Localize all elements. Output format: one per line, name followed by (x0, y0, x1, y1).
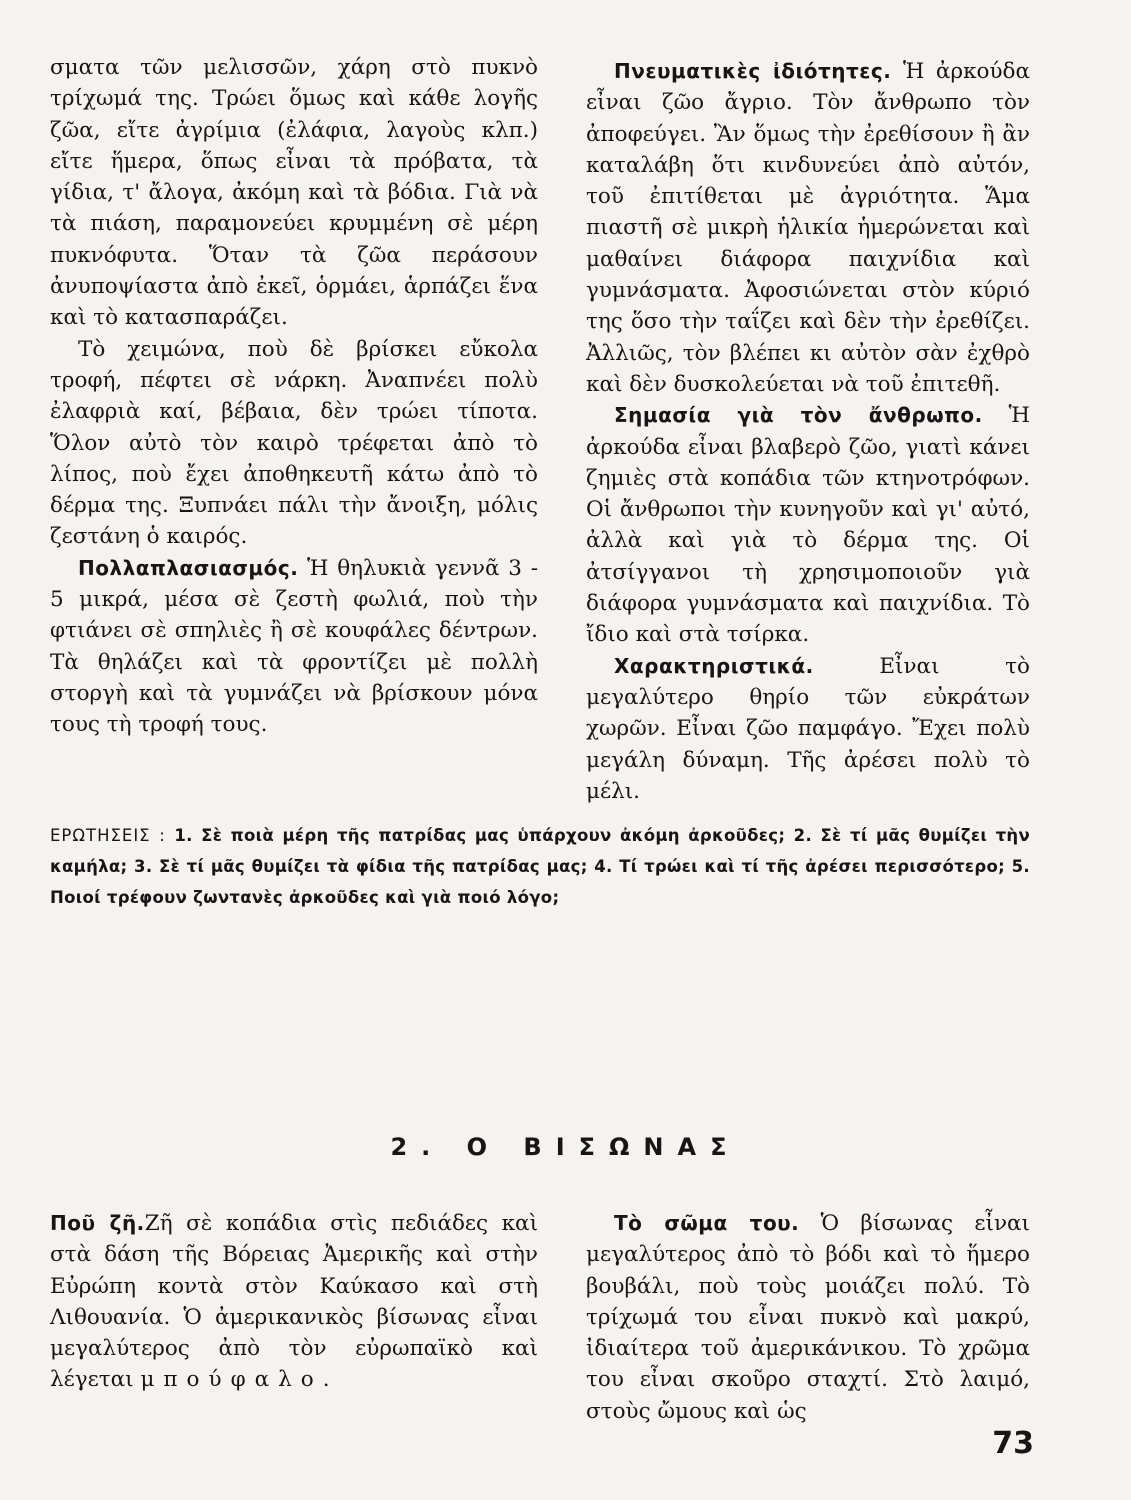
paragraph-habitat (50, 1208, 538, 1396)
section-title: 2. Ο ΒΙΣΩΝΑΣ (390, 1133, 741, 1161)
text-habitat: Ζῆ σὲ κοπάδια στὶς πεδιάδες καὶ στὰ δάση τῆς Βόρειας Ἀμερικῆς καὶ στὴν Εὐρώπη κοντὰ στὸν Καύκασο καὶ στὴ Λιθουανία. Ὁ ἀμερικανικὸς βίσωνας εἶναι μεγαλύτερος ἀπὸ τὸν εὐρωπαϊκὸ καὶ λέγεται (50, 1211, 538, 1393)
paragraph-hibernation: Τὸ χειμώνα, ποὺ δὲ βρίσκει εὔκολα τροφή, πέφτει σὲ νάρκη. Ἀναπνέει πολὺ ἐλαφριὰ καί, βέβαια, δὲν τρώει τίποτα. Ὅλον αὐτὸ τὸν καιρὸ τρέφεται ἀπὸ τὸ λίπος, ποὺ ἔχει ἀποθηκευτῆ κάτω ἀπὸ τὸ δέρμα της. Ξυπνάει πάλι τὴν ἄνοιξη, μόλις ζεστάνη ὁ καιρός. (50, 336, 538, 550)
left-column-top (50, 52, 538, 741)
right-column-bottom (586, 1208, 1030, 1427)
left-column-bottom (50, 1208, 538, 1396)
paragraph-importance (586, 400, 1030, 650)
text-mental-traits: Ἡ ἀρκούδα εἶναι ζῶο ἄγριο. Τὸν ἄνθρωπο τὸν ἀποφεύγει. Ἂν ὅμως τὴν ἐρεθίσουν ἢ ἂν καταλάβη ὅτι κινδυνεύει ἀπὸ αὐτόν, τοῦ ἐπιτίθεται μὲ ἀγριότητα. Ἅμα πιαστῆ σὲ μικρὴ ἡλικία ἡμερώνεται καὶ μαθαίνει διάφορα παιχνίδια καὶ γυμνάσματα. Ἀφοσιώνεται στὸν κύριό της ὅσο τὴν ταΐζει καὶ δὲν τὴν ἐρεθίζει. Ἀλλιῶς, τὸν βλέπει κι αὐτὸν σὰν ἐχθρὸ καὶ δὲν δυσκολεύεται νὰ τοῦ ἐπιτεθῆ. (586, 59, 1030, 397)
heading-reproduction: Πολλαπλασιασμός. (78, 555, 299, 580)
text-importance: Ἡ ἀρκούδα εἶναι βλαβερὸ ζῶο, γιατὶ κάνει ζημιὲς στὰ κοπάδια τῶν κτηνοτρόφων. Οἱ ἄνθρωποι τὴν κυνηγοῦν καὶ γι' αὐτό, ἀλλὰ καὶ γιὰ τὸ δέρμα της. Οἱ ἀτσίγγανοι τὴ χρησιμοποιοῦν γιὰ διάφορα γυμνάσματα καὶ παιχνίδια. Τὸ ἴδιο καὶ στὰ τσίρκα. (586, 403, 1030, 648)
text-reproduction: Ἡ θηλυκιὰ γεννᾶ 3 - 5 μικρά, μέσα σὲ ζεστὴ φωλιά, ποὺ τὴν φτιάνει σὲ σπηλιὲς ἢ σὲ κουφάλες δέντρων. Τὰ θηλάζει καὶ τὰ φροντίζει μὲ πολλὴ στοργὴ καὶ τὰ γυμνάζει νὰ βρίσκουν μόνα τους τὴ τροφή τους. (50, 555, 538, 738)
paragraph-characteristics (586, 651, 1030, 807)
questions-text: 1. Σὲ ποιὰ μέρη τῆς πατρίδας μας ὑπάρχουν ἀκόμη ἀρκοῦδες; 2. Σὲ τί μᾶς θυμίζει τὴν καμήλα; 3. Σὲ τί μᾶς θυμίζει τὰ φίδια τῆς πατρίδας μας; 4. Τί τρώει καὶ τί τῆς ἀρέσει περισσότερο; 5. Ποιοί τρέφουν ζωντανὲς ἀρκοῦδες καὶ γιὰ ποιό λόγο; (50, 826, 1031, 907)
paragraph-reproduction (50, 553, 538, 741)
paragraph-body (586, 1208, 1030, 1427)
heading-importance: Σημασία γιὰ τὸν ἄνθρωπο. (614, 403, 983, 428)
heading-body: Τὸ σῶμα του. (614, 1211, 800, 1235)
paragraph-mental-traits (586, 56, 1030, 400)
page-number: 73 (992, 1426, 1034, 1461)
heading-mental-traits: Πνευματικὲς ἰδιότητες. (614, 59, 892, 83)
questions-label: ΕΡΩΤΗΣΕΙΣ : (50, 826, 166, 845)
term-bufalo: μπούφαλο. (140, 1367, 339, 1393)
heading-habitat: Ποῦ ζῆ. (50, 1211, 145, 1235)
paragraph-diet: σματα τῶν μελισσῶν, χάρη στὸ πυκνὸ τρίχωμά της. Τρώει ὅμως καὶ κάθε λογῆς ζῶα, εἴτε ἀγρίμια (ἐλάφια, λαγοὺς κλπ.) εἴτε ἥμερα, ὅπως εἶναι τὰ πρόβατα, τὰ γίδια, τ' ἄλογα, ἀκόμη καὶ τὰ βόδια. Γιὰ νὰ τὰ πιάση, παραμονεύει κρυμμένη σὲ μέρη πυκνόφυτα. Ὅταν τὰ ζῶα περάσουν ἀνυποψίαστα ἀπὸ ἐκεῖ, ὁρμάει, ἁρπάζει ἕνα καὶ τὸ κατασπαράζει. (50, 55, 538, 331)
questions-block (50, 820, 1030, 913)
right-column-top (586, 56, 1030, 807)
text-characteristics: Εἶναι τὸ μεγαλύτερο θηρίο τῶν εὐκράτων χωρῶν. Εἶναι ζῶο παμφάγο. Ἔχει πολὺ μεγάλη δύναμη. Τῆς ἀρέσει πολὺ τὸ μέλι. (586, 653, 1030, 804)
heading-characteristics: Χαρακτηριστικά. (614, 653, 814, 678)
text-body: Ὁ βίσωνας εἶναι μεγαλύτερος ἀπὸ τὸ βόδι καὶ τὸ ἥμερο βουβάλι, ποὺ τοὺς μοιάζει πολύ. Τὸ τρίχωμά του εἶναι πυκνὸ καὶ μακρύ, ἰδιαίτερα τοῦ ἀμερικάνικου. Τὸ χρῶμα του εἶναι σκοῦρο σταχτί. Στὸ λαιμό, στοὺς ὤμους καὶ ὡς (586, 1211, 1030, 1424)
